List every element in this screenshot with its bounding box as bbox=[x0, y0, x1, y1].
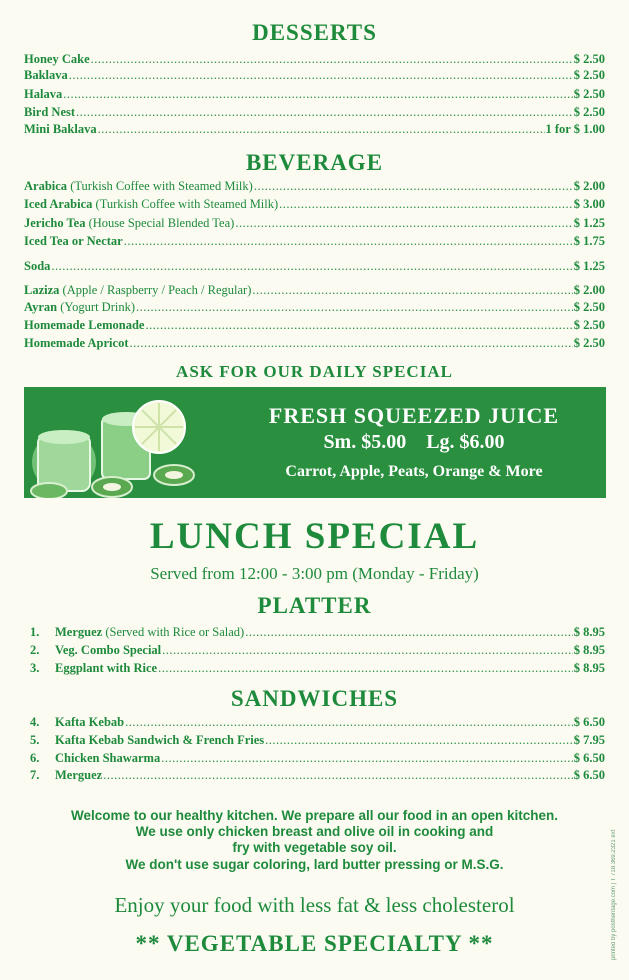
item-price: $ 2.00 bbox=[573, 283, 605, 297]
item-name: Bird Nest bbox=[24, 105, 76, 119]
platter-title: PLATTER bbox=[257, 593, 372, 618]
item-name: Merguez bbox=[55, 625, 103, 639]
desserts-title: DESSERTS bbox=[252, 20, 377, 45]
item-price: $ 1.75 bbox=[573, 234, 605, 248]
item-price: $ 2.50 bbox=[573, 105, 605, 119]
menu-item bbox=[24, 258, 605, 274]
menu-item bbox=[24, 299, 605, 315]
daily-special-note: ASK FOR OUR DAILY SPECIAL bbox=[176, 362, 453, 381]
menu-item bbox=[24, 104, 605, 120]
item-name: Chicken Shawarma bbox=[55, 751, 161, 765]
menu-item bbox=[30, 642, 605, 658]
juice-banner bbox=[24, 387, 606, 498]
item-number: 7. bbox=[30, 768, 40, 782]
item-name: Homemade Apricot bbox=[24, 336, 129, 350]
juice-flavors: Carrot, Apple, Peats, Orange & More bbox=[285, 463, 543, 480]
menu-item bbox=[30, 624, 605, 640]
item-number: 5. bbox=[30, 733, 40, 747]
item-price: $ 2.50 bbox=[573, 336, 605, 350]
menu-item bbox=[24, 51, 605, 67]
item-price: $ 1.25 bbox=[573, 259, 605, 273]
item-description: (Turkish Coffee with Steamed Milk) bbox=[92, 197, 279, 211]
menu-item bbox=[24, 86, 605, 102]
item-name: Honey Cake bbox=[24, 52, 90, 66]
welcome-line-2: We use only chicken breast and olive oil in cooking and bbox=[135, 824, 494, 839]
menu-item bbox=[30, 732, 605, 748]
item-description: (Turkish Coffee with Steamed Milk) bbox=[67, 179, 253, 193]
juice-glasses-illustration bbox=[24, 387, 224, 498]
item-price: $ 6.50 bbox=[573, 715, 605, 729]
menu-item bbox=[24, 282, 605, 298]
item-number: 6. bbox=[30, 751, 40, 765]
item-number: 2. bbox=[30, 643, 40, 657]
item-number: 1. bbox=[30, 625, 40, 639]
item-price: $ 2.50 bbox=[573, 318, 605, 332]
juice-prices: Sm. $5.00 Lg. $6.00 bbox=[323, 431, 505, 453]
item-price: $ 1.25 bbox=[573, 216, 605, 230]
welcome-line-1: Welcome to our healthy kitchen. We prepare all our food in an open kitchen. bbox=[70, 808, 559, 823]
menu-item bbox=[30, 714, 605, 730]
menu-item bbox=[30, 660, 605, 676]
item-price: $ 8.95 bbox=[573, 661, 605, 675]
item-name: Mini Baklava bbox=[24, 122, 97, 136]
item-name: Veg. Combo Special bbox=[55, 643, 162, 657]
item-name: Kafta Kebab Sandwich & French Fries bbox=[55, 733, 265, 747]
item-price: $ 8.95 bbox=[573, 643, 605, 657]
menu-item bbox=[24, 335, 605, 351]
welcome-line-4: We don't use sugar coloring, lard butter pressing or M.S.G. bbox=[125, 857, 504, 872]
item-price: $ 8.95 bbox=[573, 625, 605, 639]
lunch-special-title: LUNCH SPECIAL bbox=[149, 516, 480, 557]
item-price: $ 2.50 bbox=[573, 52, 605, 66]
beverage-title: BEVERAGE bbox=[245, 150, 384, 175]
item-name: Iced Tea or Nectar bbox=[24, 234, 123, 248]
juice-title: FRESH SQUEEZED JUICE bbox=[268, 403, 560, 428]
lunch-hours: Served from 12:00 - 3:00 pm (Monday - Friday) bbox=[150, 564, 479, 583]
menu-item bbox=[24, 196, 605, 212]
menu-item bbox=[24, 67, 605, 83]
item-price: $ 2.50 bbox=[573, 68, 605, 82]
printer-credit: printed by postheritage.com | T 718.369.2321 ext bbox=[611, 829, 617, 960]
enjoy-tagline: Enjoy your food with less fat & less cholesterol bbox=[114, 893, 515, 917]
item-price: $ 6.50 bbox=[573, 768, 605, 782]
menu-item bbox=[30, 750, 605, 766]
item-description: (Apple / Raspberry / Peach / Regular) bbox=[59, 283, 252, 297]
item-name: Arabica bbox=[24, 179, 68, 193]
sandwiches-title: SANDWICHES bbox=[230, 686, 399, 711]
item-description: (Yogurt Drink) bbox=[57, 300, 136, 314]
item-name: Ayran bbox=[24, 300, 58, 314]
item-description: (House Special Blended Tea) bbox=[85, 216, 235, 230]
menu-item bbox=[24, 178, 605, 194]
item-name: Homemade Lemonade bbox=[24, 318, 145, 332]
welcome-line-3: fry with vegetable soy oil. bbox=[232, 840, 397, 855]
item-number: 4. bbox=[30, 715, 40, 729]
item-price: $ 7.95 bbox=[573, 733, 605, 747]
item-price: $ 3.00 bbox=[573, 197, 605, 211]
item-name: Iced Arabica bbox=[24, 197, 93, 211]
item-name: Soda bbox=[24, 259, 51, 273]
item-price: 1 for $ 1.00 bbox=[545, 122, 605, 136]
item-name: Halava bbox=[24, 87, 63, 101]
item-price: $ 2.00 bbox=[573, 179, 605, 193]
menu-item bbox=[24, 215, 605, 231]
item-price: $ 2.50 bbox=[573, 87, 605, 101]
menu-item bbox=[24, 121, 605, 137]
item-name: Eggplant with Rice bbox=[55, 661, 158, 675]
item-price: $ 2.50 bbox=[573, 300, 605, 314]
item-name: Baklava bbox=[24, 68, 68, 82]
item-name: Kafta Kebab bbox=[55, 715, 125, 729]
menu-item bbox=[30, 767, 605, 783]
item-name: Jericho Tea bbox=[24, 216, 86, 230]
item-name: Merguez bbox=[55, 768, 103, 782]
item-price: $ 6.50 bbox=[573, 751, 605, 765]
vegetable-specialty-title: ** VEGETABLE SPECIALTY ** bbox=[135, 931, 494, 956]
item-number: 3. bbox=[30, 661, 40, 675]
item-name: Laziza bbox=[24, 283, 60, 297]
menu-item bbox=[24, 233, 605, 249]
item-description: (Served with Rice or Salad) bbox=[102, 625, 245, 639]
menu-item bbox=[24, 317, 605, 333]
